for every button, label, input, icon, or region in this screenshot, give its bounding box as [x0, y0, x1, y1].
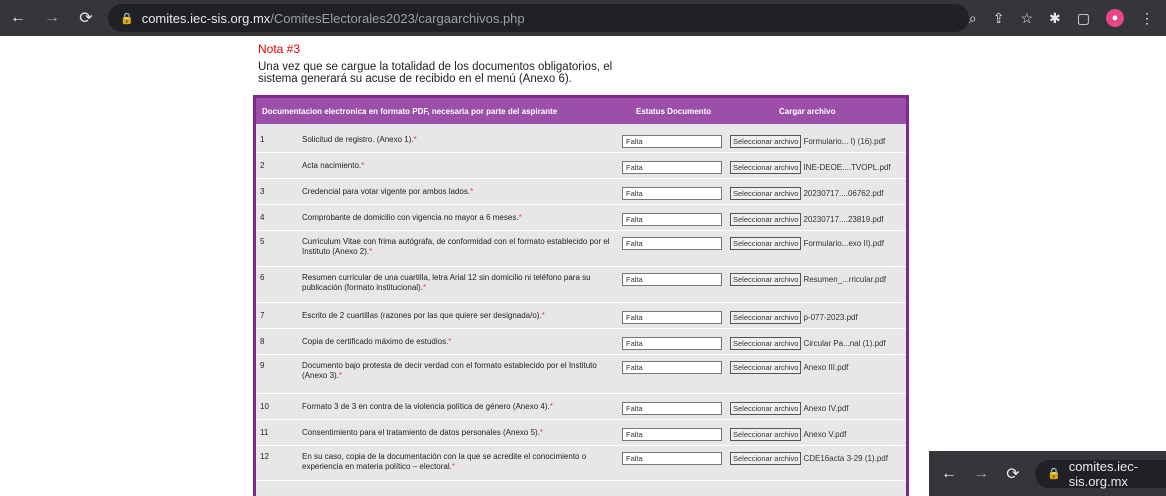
required-mark: *	[518, 213, 522, 222]
popup-nav-buttons	[941, 464, 1021, 484]
popup-lock-icon: 🔒	[1047, 468, 1061, 480]
file-upload[interactable]	[730, 187, 884, 200]
select-file-button[interactable]: Seleccionar archivo	[730, 311, 801, 324]
bookmark-star-icon[interactable]: ☆	[1020, 9, 1034, 26]
note-message: Una vez que se cargue la totalidad de los documentos obligatorios, el sistema generará su acuse de recibido en el menú (Anexo 6).	[258, 61, 613, 85]
popup-back-icon[interactable]: ←	[941, 464, 957, 482]
selected-file-name: Anexo III.pdf	[803, 363, 849, 372]
row-number: 11	[260, 428, 269, 437]
row-number: 12	[260, 452, 269, 461]
menu-kebab-icon[interactable]: ⋮	[1140, 9, 1154, 26]
selected-file-name: CDE16acta 3-29 (1).pdf	[803, 454, 888, 463]
selected-file-name: 20230717....23819.pdf	[803, 215, 884, 224]
table-row	[256, 446, 906, 481]
select-file-button[interactable]: Seleccionar archivo	[730, 135, 801, 148]
url-host: comites.iec-sis.org.mx	[141, 10, 271, 26]
file-upload[interactable]	[730, 311, 858, 324]
document-label: Copia de certificado máximo de estudios.	[302, 337, 449, 346]
document-name	[302, 161, 620, 171]
file-upload[interactable]	[730, 135, 885, 148]
table-row	[256, 179, 906, 205]
document-name	[302, 135, 620, 145]
select-file-button[interactable]: Seleccionar archivo	[730, 273, 801, 286]
page-content	[0, 36, 1166, 496]
header-upload: Cargar archivo	[779, 107, 836, 116]
table-row	[256, 420, 906, 446]
browser-toolbar	[0, 0, 1166, 36]
table-row	[256, 153, 906, 179]
document-label: Solicitud de registro. (Anexo 1).	[302, 135, 414, 144]
file-upload[interactable]	[730, 452, 888, 465]
file-upload[interactable]	[730, 213, 884, 226]
required-mark: *	[549, 402, 553, 411]
required-mark: *	[448, 337, 452, 346]
popup-address-bar[interactable]	[1035, 460, 1166, 488]
address-bar[interactable]	[108, 4, 969, 32]
document-name	[302, 452, 620, 472]
select-file-button[interactable]: Seleccionar archivo	[730, 237, 801, 250]
document-name	[302, 311, 620, 321]
popup-reload-icon[interactable]: ⟳	[1006, 465, 1020, 483]
popup-forward-icon[interactable]: →	[973, 464, 989, 482]
row-number: 2	[260, 161, 265, 170]
selected-file-name: Anexo IV.pdf	[803, 404, 849, 413]
header-status: Estatus Documento	[636, 107, 712, 116]
file-upload[interactable]	[730, 402, 849, 415]
table-header	[256, 98, 906, 124]
select-file-button[interactable]: Seleccionar archivo	[730, 337, 801, 350]
table-row	[256, 205, 906, 231]
selected-file-name: p-077-2023.pdf	[803, 313, 858, 322]
table-row	[256, 329, 906, 355]
document-label: Documento bajo protesta de decir verdad con el formato establecido por el Instituto (Anexo 3).	[302, 361, 597, 380]
document-name	[302, 428, 620, 438]
row-number: 9	[260, 361, 265, 370]
selected-file-name: 20230717....06762.pdf	[803, 189, 884, 198]
popup-url-host: comites.iec-sis.org.mx	[1068, 458, 1139, 489]
document-name	[302, 337, 620, 347]
document-label: Comprobante de domicilio con vigencia no mayor a 6 meses.	[302, 213, 519, 222]
select-file-button[interactable]: Seleccionar archivo	[730, 161, 801, 174]
file-upload[interactable]	[730, 361, 848, 374]
select-file-button[interactable]: Seleccionar archivo	[730, 452, 801, 465]
document-name	[302, 402, 620, 412]
selected-file-name: Resumen_...rricular.pdf	[803, 275, 887, 284]
required-mark: *	[541, 311, 545, 320]
file-upload[interactable]	[730, 273, 886, 286]
url-path: /ComitesElectorales2023/cargaarchivos.php	[270, 10, 525, 26]
document-name	[302, 273, 620, 293]
status-field[interactable]: Falta	[622, 237, 722, 250]
required-mark: *	[369, 247, 373, 256]
table-row	[256, 127, 906, 153]
forward-icon[interactable]: →	[44, 9, 60, 26]
share-icon[interactable]: ⇪	[992, 9, 1005, 26]
select-file-button[interactable]: Seleccionar archivo	[730, 213, 801, 226]
status-field[interactable]: Falta	[622, 135, 722, 148]
status-field[interactable]: Falta	[622, 187, 722, 200]
row-number: 5	[260, 237, 265, 246]
selected-file-name: Formulario...exo II).pdf	[803, 239, 884, 248]
selected-file-name: INE-DEOE....TVOPL.pdf	[803, 163, 891, 172]
file-upload[interactable]	[730, 428, 846, 441]
header-documentation: Documentacion electronica en formato PDF, necesaria por parte del aspirante	[262, 107, 558, 116]
status-field[interactable]: Falta	[622, 273, 722, 286]
required-mark: *	[539, 428, 544, 437]
selected-file-name: Circular Pa...nal (1).pdf	[803, 339, 886, 348]
table-row	[256, 267, 906, 303]
row-number: 1	[260, 135, 265, 144]
row-number: 4	[260, 213, 265, 222]
required-mark: *	[422, 283, 427, 292]
required-mark: *	[413, 135, 417, 144]
status-field[interactable]: Falta	[622, 337, 722, 350]
document-name	[302, 187, 620, 197]
file-upload[interactable]	[730, 237, 884, 250]
toolbar-icons	[969, 9, 1154, 27]
table-row	[256, 355, 906, 394]
status-field[interactable]: Falta	[622, 428, 722, 441]
lock-icon: 🔒	[120, 12, 134, 25]
select-file-button[interactable]: Seleccionar archivo	[730, 187, 801, 200]
select-file-button[interactable]: Seleccionar archivo	[730, 402, 801, 415]
side-panel-icon[interactable]: ▢	[1076, 9, 1090, 26]
table-row	[256, 231, 906, 267]
file-upload[interactable]	[730, 337, 886, 350]
document-label: Formato 3 de 3 en contra de la violencia política de género (Anexo 4).	[302, 402, 550, 411]
back-icon[interactable]: ←	[10, 9, 26, 26]
document-name	[302, 237, 620, 257]
selected-file-name: Anexo V.pdf	[803, 430, 847, 439]
status-field[interactable]: Falta	[622, 311, 722, 324]
table-body	[256, 127, 906, 481]
status-field[interactable]: Falta	[622, 402, 722, 415]
document-label: Consentimiento para el tratamiento de datos personales (Anexo 5).	[302, 428, 540, 437]
status-field[interactable]: Falta	[622, 361, 722, 374]
document-label: Acta nacimiento.	[302, 161, 362, 170]
row-number: 8	[260, 337, 265, 346]
file-upload[interactable]	[730, 161, 891, 174]
document-name	[302, 213, 620, 223]
nav-buttons	[10, 8, 94, 28]
selected-file-name: Formulario... I) (16).pdf	[803, 137, 886, 146]
secondary-browser-window	[929, 451, 1166, 496]
table-row	[256, 303, 906, 329]
status-field[interactable]: Falta	[622, 452, 722, 465]
documents-table	[253, 95, 909, 496]
row-number: 3	[260, 187, 265, 196]
document-label: Credencial para votar vigente por ambos lados.	[302, 187, 471, 196]
status-field[interactable]: Falta	[622, 161, 722, 174]
select-file-button[interactable]: Seleccionar archivo	[730, 428, 801, 441]
profile-avatar[interactable]: ●	[1106, 9, 1124, 27]
required-mark: *	[451, 462, 455, 471]
row-number: 6	[260, 273, 265, 282]
document-label: Resumen curricular de una cuartilla, letra Arial 12 sin domicilio ni teléfono para su publicación (formato institucional).	[302, 273, 591, 292]
note-heading: Nota #3	[258, 42, 301, 56]
status-field[interactable]: Falta	[622, 213, 722, 226]
extensions-icon[interactable]: ✱	[1049, 9, 1061, 26]
required-mark: *	[470, 187, 474, 196]
reload-icon[interactable]: ⟳	[79, 10, 93, 27]
document-label: En su caso, copia de la documentación con la que se acredite el conocimiento o experiencia en materia político – electoral.	[302, 452, 587, 471]
table-row	[256, 394, 906, 420]
select-file-button[interactable]: Seleccionar archivo	[730, 361, 801, 374]
required-mark: *	[338, 371, 343, 380]
document-label: Escrito de 2 cuartillas (razones por las que quiere ser designada/o).	[302, 311, 542, 320]
required-mark: *	[361, 161, 365, 170]
row-number: 7	[260, 311, 265, 320]
row-number: 10	[260, 402, 269, 411]
document-name	[302, 361, 620, 381]
document-label: Curriculum Vitae con frima autógrafa, de conformidad con el formato establecido por el Instituto (Anexo 2).	[302, 237, 610, 256]
zoom-icon[interactable]: ⌕	[968, 9, 977, 26]
